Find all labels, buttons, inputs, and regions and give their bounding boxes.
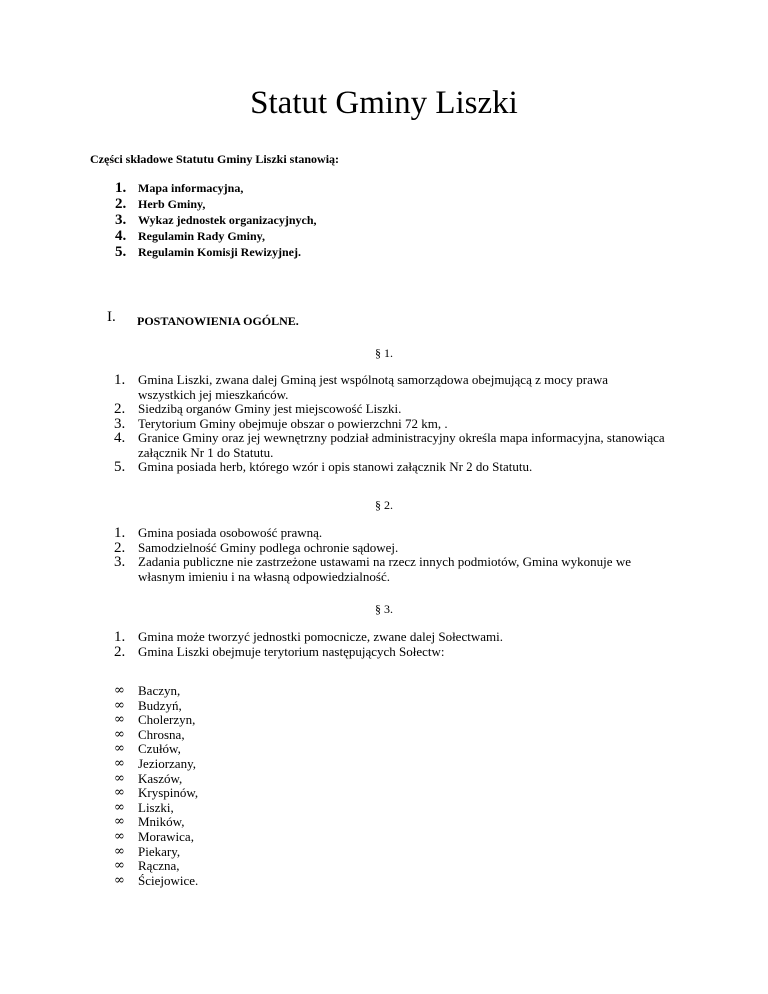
list-item-text: Terytorium Gminy obejmuje obszar o powierzchni 72 km, . (138, 415, 448, 431)
infinity-bullet-icon: ∞ (114, 770, 125, 786)
list-item-text: Gmina Liszki, zwana dalej Gminą jest wspólnotą samorządowa obejmującą z mocy prawa wszystkich jej mieszkańców. (138, 372, 609, 402)
list-item (114, 800, 198, 815)
list-item-text: Gmina może tworzyć jednostki pomocnicze, zwane dalej Sołectwami. (138, 629, 503, 644)
list-item (114, 741, 198, 756)
infinity-bullet-icon: ∞ (114, 843, 125, 859)
list-number: 1. (114, 629, 126, 645)
list-number: 5. (115, 244, 127, 260)
document-title: Statut Gminy Liszki (250, 85, 518, 121)
infinity-bullet-icon: ∞ (114, 828, 125, 844)
infinity-bullet-icon: ∞ (114, 755, 125, 771)
list-item (114, 630, 668, 645)
village-name: Ściejowice. (138, 872, 199, 888)
list-item-label: Mapa informacyjna, (138, 181, 244, 195)
list-item (114, 526, 668, 541)
list-item-text: Gmina posiada osobowość prawną. (138, 525, 323, 540)
list-item (114, 541, 668, 556)
infinity-bullet-icon: ∞ (114, 785, 125, 801)
infinity-bullet-icon: ∞ (114, 872, 125, 888)
list-item-label: Herb Gminy, (138, 197, 206, 211)
list-item-text: Zadania publiczne nie zastrzeżone ustawami na rzecz innych podmiotów, Gmina wykonuje we własnym imieniu i na własną odpowiedzialność. (138, 554, 631, 584)
list-item (114, 373, 668, 402)
list-item (114, 873, 198, 888)
list-item-label: Regulamin Komisji Rewizyjnej. (138, 245, 301, 259)
list-item (114, 858, 198, 873)
list-item-text: Siedzibą organów Gminy jest miejscowość Liszki. (138, 401, 402, 416)
list-item (114, 727, 198, 742)
infinity-bullet-icon: ∞ (114, 712, 125, 728)
village-name: Chrosna, (138, 726, 185, 742)
section-title: POSTANOWIENIA OGÓLNE. (137, 314, 299, 328)
list-item (114, 814, 198, 829)
village-name: Rączna, (138, 858, 180, 874)
infinity-bullet-icon: ∞ (114, 814, 125, 830)
list-number: 3. (114, 415, 126, 432)
list-number: 1. (115, 180, 127, 196)
paragraph-3-list (114, 630, 668, 659)
section-number: I. (107, 309, 116, 325)
villages-list (114, 683, 198, 887)
paragraph-2-list (114, 526, 668, 584)
village-name: Kryspinów, (138, 785, 199, 801)
list-number: 1. (114, 372, 126, 388)
list-item-text: Granice Gminy oraz jej wewnętrzny podział administracyjny określa mapa informacyjna, stanowiąca załącznik Nr 1 do Statutu. (138, 430, 665, 460)
list-item (114, 844, 198, 859)
list-item (114, 402, 668, 417)
list-item (114, 683, 198, 698)
list-item-label: Wykaz jednostek organizacyjnych, (138, 213, 317, 227)
paragraph-1-list (114, 373, 668, 475)
list-item (114, 756, 198, 771)
village-name: Baczyn, (138, 683, 181, 698)
list-item (114, 829, 198, 844)
list-number: 2. (114, 539, 126, 556)
village-name: Cholerzyn, (138, 712, 196, 728)
list-item-text: Samodzielność Gminy podlega ochronie sądowej. (138, 539, 399, 555)
list-item (114, 431, 668, 460)
infinity-bullet-icon: ∞ (114, 858, 125, 874)
list-item (114, 698, 198, 713)
list-number: 3. (115, 212, 127, 228)
list-item (114, 460, 668, 475)
village-name: Mników, (138, 814, 185, 830)
list-item (114, 785, 198, 800)
village-name: Piekary, (138, 843, 181, 859)
intro-text: Części składowe Statutu Gminy Liszki stanowią: (90, 152, 340, 166)
village-name: Morawica, (138, 828, 194, 844)
paragraph-symbol: § 2. (375, 498, 393, 512)
village-name: Kaszów, (138, 770, 183, 786)
list-number: 3. (114, 554, 126, 570)
list-item-label: Regulamin Rady Gminy, (138, 229, 266, 243)
list-number: 4. (115, 228, 127, 244)
village-name: Jeziorzany, (138, 755, 196, 771)
infinity-bullet-icon: ∞ (114, 697, 125, 713)
infinity-bullet-icon: ∞ (114, 683, 125, 698)
list-number: 1. (114, 525, 126, 541)
infinity-bullet-icon: ∞ (114, 799, 125, 815)
list-number: 2. (114, 401, 126, 417)
infinity-bullet-icon: ∞ (114, 741, 125, 757)
list-number: 2. (115, 196, 127, 212)
list-item (114, 771, 198, 786)
village-name: Czułów, (138, 741, 181, 757)
list-item (114, 712, 198, 727)
list-item (114, 417, 668, 432)
infinity-bullet-icon: ∞ (114, 726, 125, 742)
list-number: 5. (114, 459, 126, 475)
paragraph-symbol: § 1. (375, 346, 393, 360)
list-number: 2. (114, 643, 126, 660)
list-number: 4. (114, 430, 126, 446)
list-item (114, 555, 668, 584)
list-item (114, 645, 668, 660)
village-name: Budzyń, (138, 697, 182, 713)
village-name: Liszki, (138, 799, 174, 815)
paragraph-symbol: § 3. (375, 602, 393, 616)
list-item-text: Gmina posiada herb, którego wzór i opis stanowi załącznik Nr 2 do Statutu. (138, 459, 533, 474)
list-item-text: Gmina Liszki obejmuje terytorium następujących Sołectw: (138, 643, 445, 659)
